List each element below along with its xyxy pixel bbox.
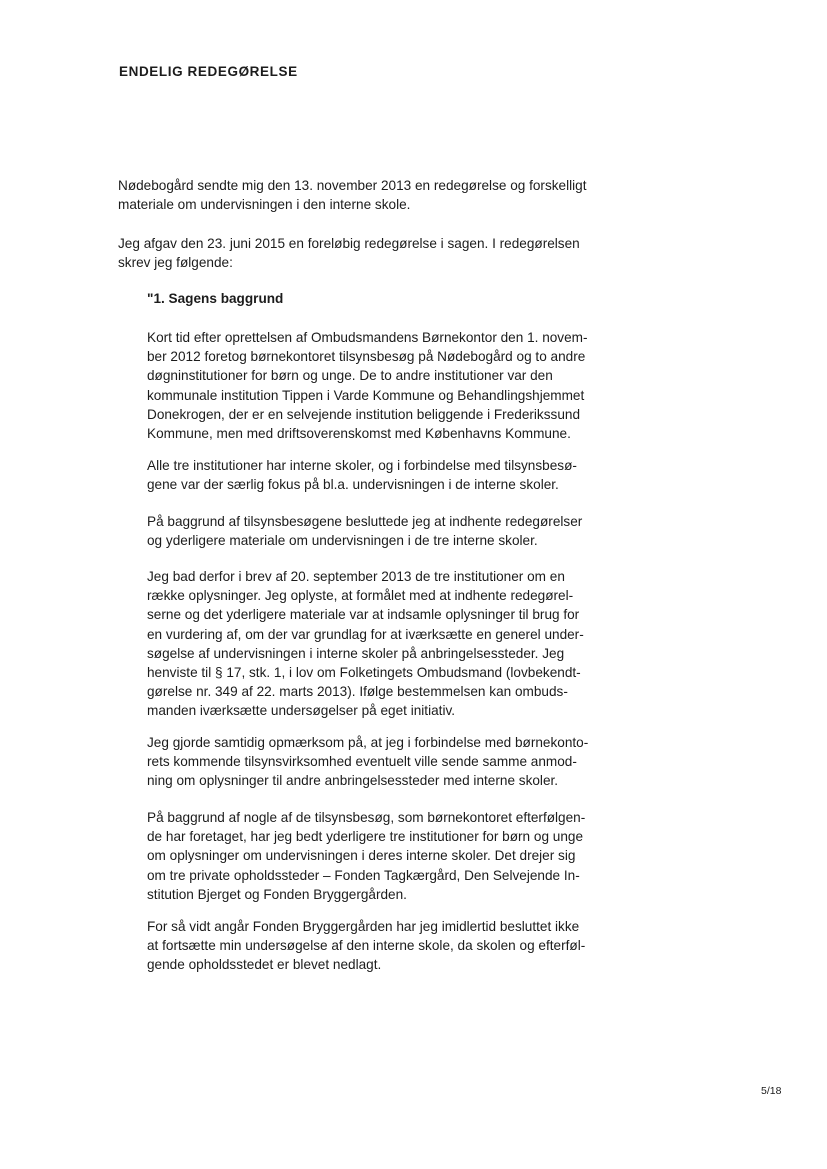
text-line: ning om oplysninger til andre anbringelsessteder med interne skoler. [147,773,559,789]
text-line: Alle tre institutioner har interne skoler, og i forbindelse med tilsynsbesø- [147,458,577,473]
text-line: om oplysninger om undervisningen i deres interne skoler. Det drejer sig [147,848,576,864]
text-line: Donekrogen, der er en selvejende institution beliggende i Frederikssund [147,406,581,422]
text-line: en vurdering af, om der var grundlag for at iværksætte en generel under- [147,626,584,642]
text-line: For så vidt angår Fonden Bryggergården har jeg imidlertid besluttet ikke [147,919,580,934]
text-line: skrev jeg følgende: [118,255,233,271]
text-line: På baggrund af nogle af de tilsynsbesøg, som børnekontoret efterfølgen- [147,810,586,825]
text-line: søgelse af undervisningen i interne skoler på anbringelsessteder. Jeg [147,645,565,661]
text-line: På baggrund af tilsynsbesøgene besluttede jeg at indhente redegørelser [147,514,583,529]
text-line: Kommune, men med driftsoverenskomst med Københavns Kommune. [147,426,571,442]
text-line: række oplysninger. Jeg oplyste, at formålet med at indhente redegørel- [147,588,574,604]
quote-paragraph-7 [147,917,585,975]
document-heading: ENDELIG REDEGØRELSE [119,64,298,79]
quote-paragraph-5 [147,733,588,791]
text-line: ber 2012 foretog børnekontoret tilsynsbesøg på Nødebogård og to andre [147,349,586,365]
text-line: stitution Bjerget og Fonden Bryggergården. [147,886,407,902]
text-line: manden iværksætte undersøgelser på eget initiativ. [147,703,456,719]
quote-paragraph-6 [147,808,585,904]
text-line: materiale om undervisningen i den interne skole. [118,197,411,213]
text-line: kommunale institution Tippen i Varde Kommune og Behandlingshjemmet [147,387,585,403]
quote-paragraph-2 [147,456,577,494]
intro-paragraph-2 [118,234,580,272]
text-line: rets kommende tilsynsvirksomhed eventuelt ville sende samme anmod- [147,754,577,770]
quote-paragraph-1 [147,328,588,443]
page-number: 5/18 [761,1085,782,1097]
text-line: gørelse nr. 349 af 22. marts 2013). Ifølge bestemmelsen kan ombuds- [147,684,568,700]
text-line: serne og det yderligere materiale var at indsamle oplysninger til brug for [147,607,580,623]
text-line: døgninstitutioner for børn og unge. De to andre institutioner var den [147,368,553,384]
text-line: Jeg afgav den 23. juni 2015 en foreløbig redegørelse i sagen. I redegørelsen [118,236,580,251]
text-line: Jeg bad derfor i brev af 20. september 2013 de tre institutioner om en [147,569,565,584]
text-line: gene var der særlig fokus på bl.a. undervisningen i de interne skoler. [147,477,559,493]
text-line: henviste til § 17, stk. 1, i lov om Folketingets Ombudsmand (lovbekendt- [147,665,581,681]
intro-paragraph-1 [118,176,587,214]
text-line: at fortsætte min undersøgelse af den interne skole, da skolen og efterføl- [147,938,586,954]
text-line: Jeg gjorde samtidig opmærksom på, at jeg i forbindelse med børnekonto- [147,735,589,750]
text-line: om tre private opholdssteder – Fonden Tagkærgård, Den Selvejende In- [147,867,580,883]
text-line: gende opholdsstedet er blevet nedlagt. [147,957,382,973]
text-line: de har foretaget, har jeg bedt yderligere tre institutioner for børn og unge [147,829,584,845]
section-title: "1. Sagens baggrund [147,291,284,306]
text-line: og yderligere materiale om undervisningen i de tre interne skoler. [147,533,538,549]
quote-paragraph-3 [147,512,582,550]
text-line: Kort tid efter oprettelsen af Ombudsmandens Børnekontor den 1. novem- [147,330,588,345]
text-line: Nødebogård sendte mig den 13. november 2013 en redegørelse og forskelligt [118,178,587,193]
quote-paragraph-4 [147,567,584,721]
